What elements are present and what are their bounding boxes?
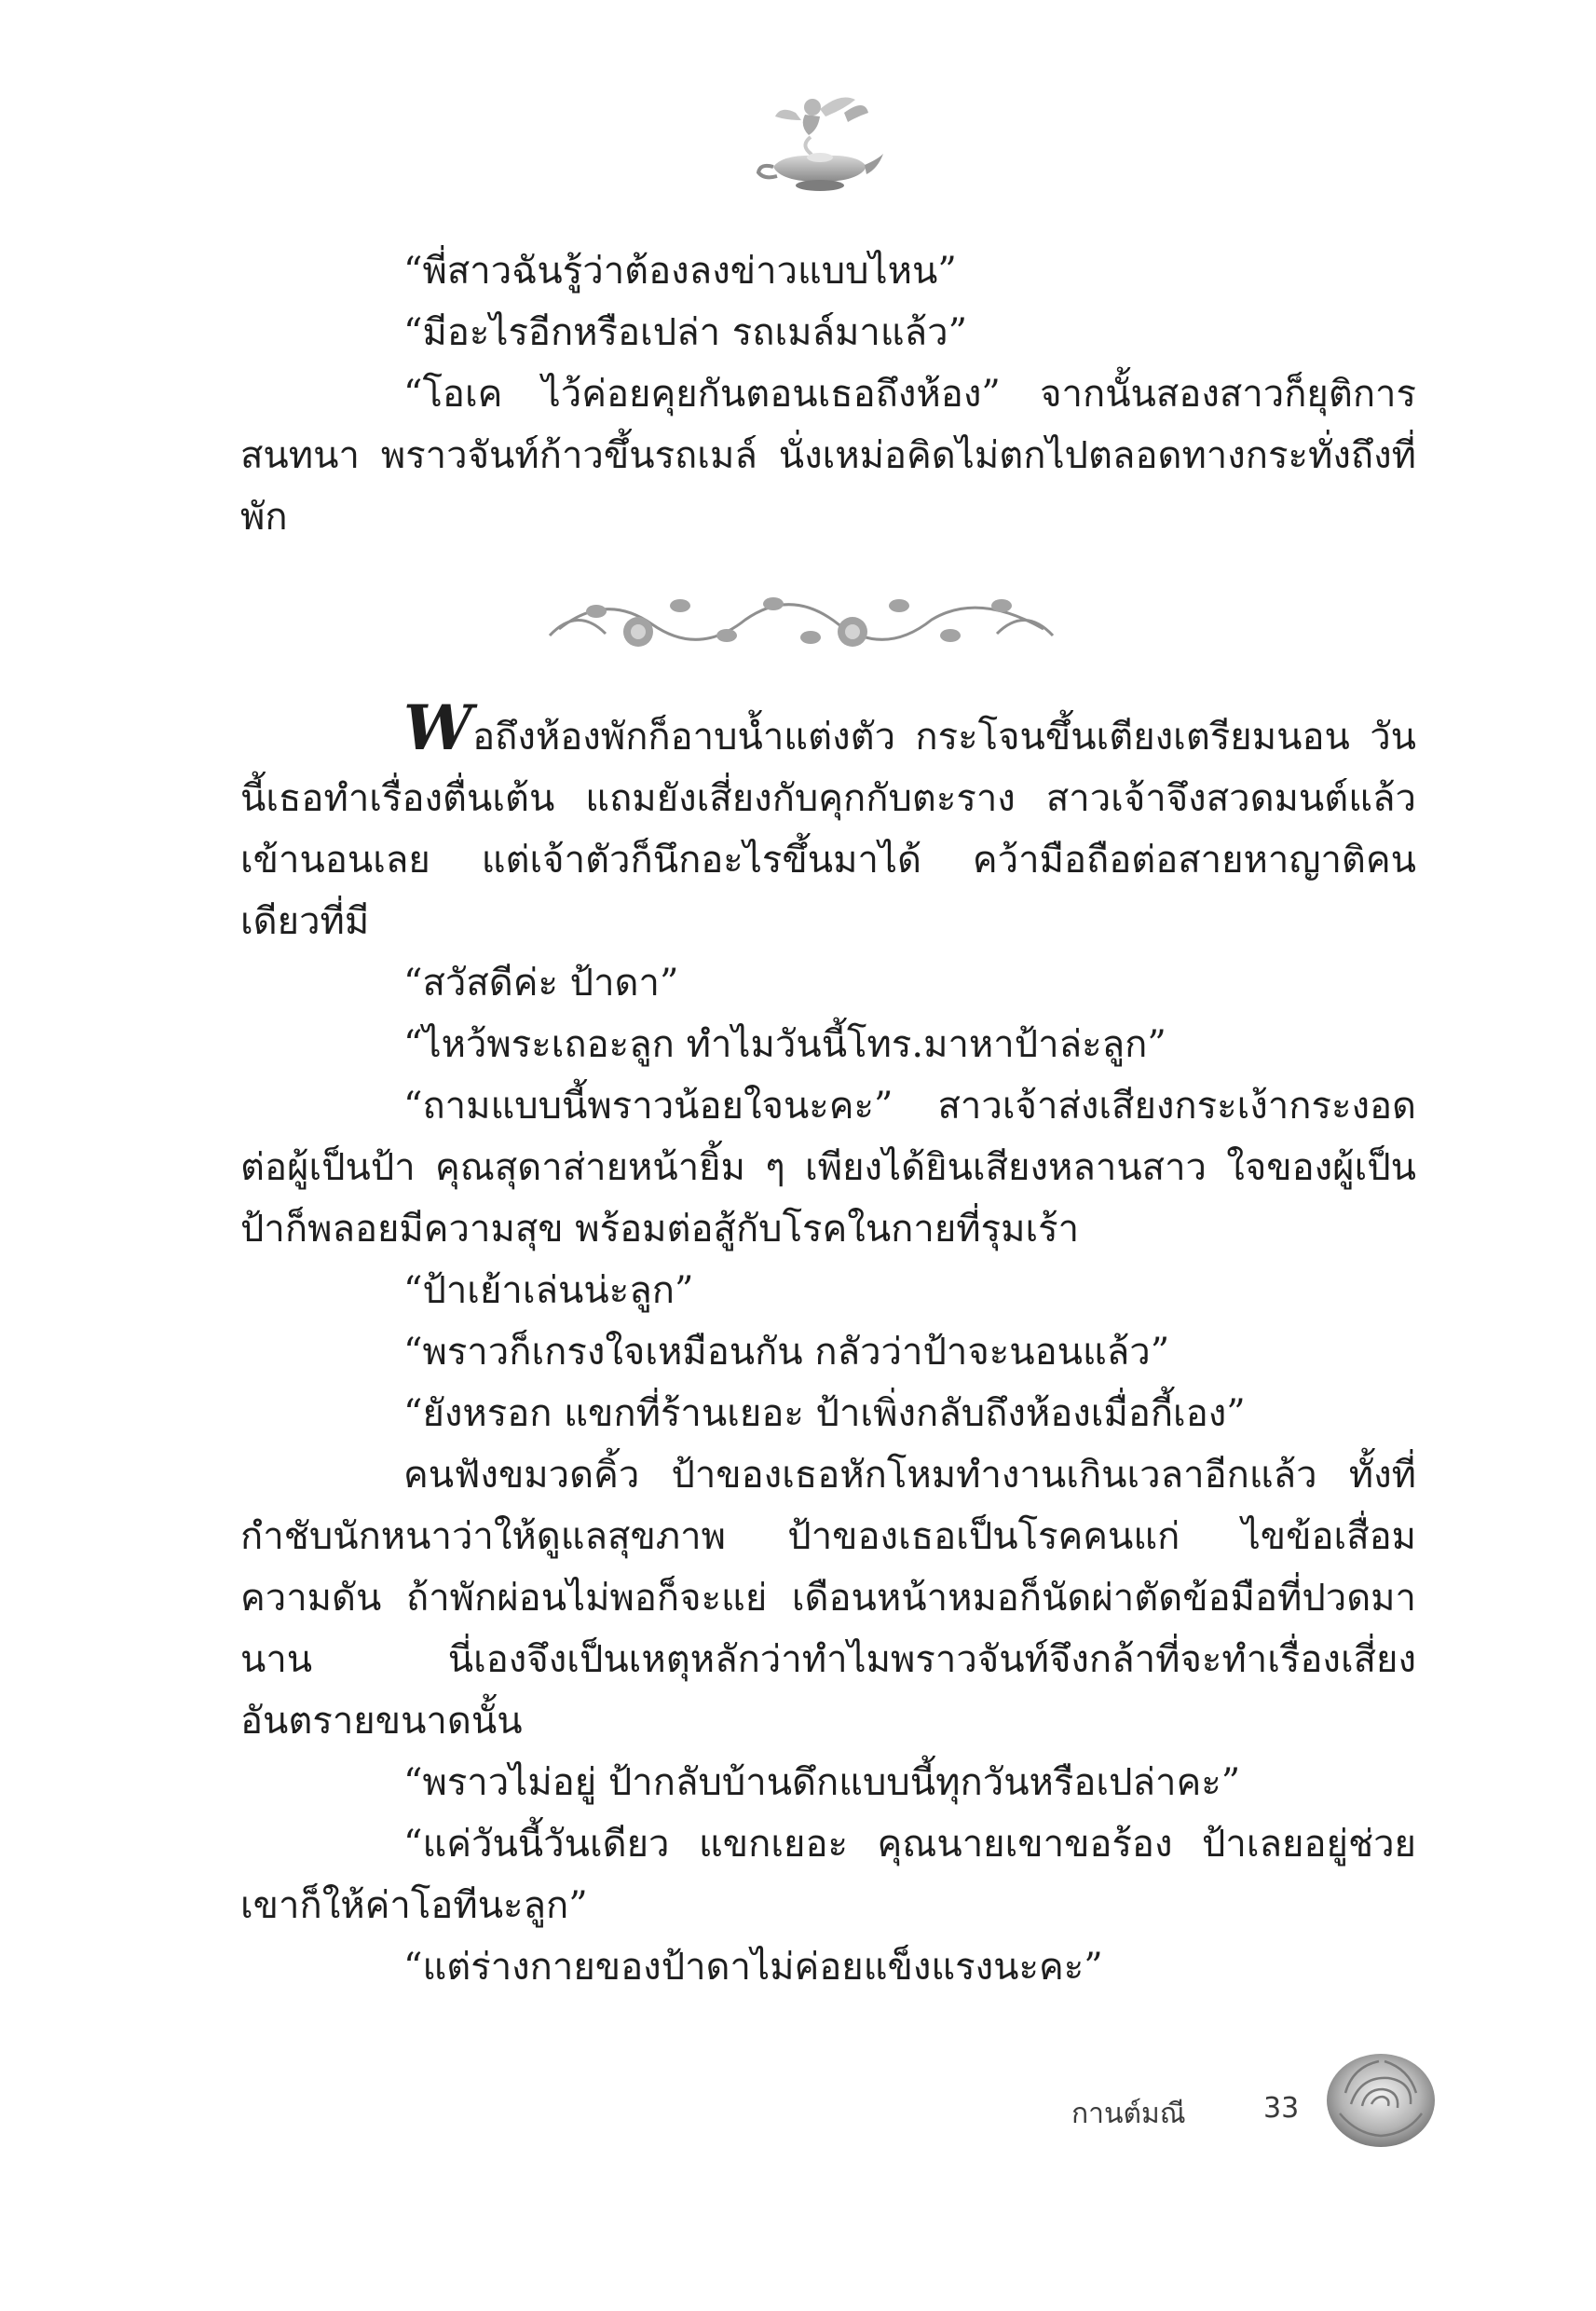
dialogue-line: “ยังหรอก แขกที่ร้านเยอะ ป้าเพิ่งกลับถึงห้องเมื่อกี้เอง”	[403, 1392, 1246, 1435]
text-block-top	[240, 240, 1416, 548]
dialogue-line: “ป้าเย้าเล่นน่ะลูก”	[403, 1269, 694, 1312]
paragraph: คนฟังขมวดคิ้ว ป้าของเธอหักโหมทำงานเกินเวลาอีกแล้ว ทั้งที่กำชับนักหนาว่าให้ดูแลสุขภาพ ป้าของเธอเป็นโรคคนแก่ ไขข้อเสื่อม ความดัน ถ้าพักผ่อนไม่พอก็จะแย่ เดือนหน้าหมอก็นัดผ่าตัดข้อมือที่ปวดมานาน นี่เองจึงเป็นเหตุหลักว่าทำไมพราวจันท์จึงกล้าที่จะทำเรื่องเสี่ยงอันตรายขนาดนั้น	[240, 1454, 1416, 1743]
paragraph: “แค่วันนี้วันเดียว แขกเยอะ คุณนายเขาขอร้อง ป้าเลยอยู่ช่วย เขาก็ให้ค่าโอทีนะลูก”	[240, 1823, 1416, 1927]
dialogue-line: “สวัสดีค่ะ ป้าดา”	[403, 962, 679, 1005]
dialogue-line: “มีอะไรอีกหรือเปล่า รถเมล์มาแล้ว”	[403, 311, 968, 354]
paragraph-text: อถึงห้องพักก็อาบน้ำแต่งตัว กระโจนขึ้นเตียงเตรียมนอน วันนี้เธอทำเรื่องตื่นเต้น แถมยังเสี่ยงกับคุกกับตะราง สาวเจ้าจึงสวดมนต์แล้วเข้านอนเลย แต่เจ้าตัวก็นึกอะไรขึ้นมาได้ คว้ามือถือต่อสายหาญาติคนเดียวที่มี	[240, 716, 1416, 943]
paragraph-with-dropcap	[240, 691, 1416, 952]
dialogue-line: “พราวไม่อยู่ ป้ากลับบ้านดึกแบบนี้ทุกวันหรือเปล่าคะ”	[403, 1761, 1241, 1804]
text-block-bottom	[240, 691, 1416, 1998]
floral-vine-divider-icon	[540, 578, 1062, 662]
rose-icon	[1323, 2048, 1439, 2151]
genie-lamp-cupid-icon	[755, 89, 885, 196]
page-number: 33	[1263, 2092, 1300, 2125]
dialogue-line: “แต่ร่างกายของป้าดาไม่ค่อยแข็งแรงนะคะ”	[403, 1946, 1103, 1989]
drop-cap: W	[403, 691, 473, 764]
dialogue-line: “พี่สาวฉันรู้ว่าต้องลงข่าวแบบไหน”	[403, 250, 957, 293]
dialogue-line: “ไหว้พระเถอะลูก ทำไมวันนี้โทร.มาหาป้าล่ะลูก”	[403, 1023, 1166, 1066]
paragraph: “ถามแบบนี้พราวน้อยใจนะคะ” สาวเจ้าส่งเสียงกระเง้ากระงอดต่อผู้เป็นป้า คุณสุดาส่ายหน้ายิ้ม ๆ เพียงได้ยินเสียงหลานสาว ใจของผู้เป็นป้าก็พลอยมีความสุข พร้อมต่อสู้กับโรคในกายที่รุมเร้า	[240, 1085, 1416, 1251]
dialogue-line: “พราวก็เกรงใจเหมือนกัน กลัวว่าป้าจะนอนแล้ว”	[403, 1331, 1170, 1374]
paragraph: “โอเค ไว้ค่อยคุยกันตอนเธอถึงห้อง” จากนั้นสองสาวก็ยุติการสนทนา พราวจันท์ก้าวขึ้นรถเมล์ นั่งเหม่อคิดไม่ตกไปตลอดทางกระทั่งถึงที่พัก	[240, 373, 1416, 539]
running-footer-title: กานต์มณี	[1071, 2098, 1186, 2130]
